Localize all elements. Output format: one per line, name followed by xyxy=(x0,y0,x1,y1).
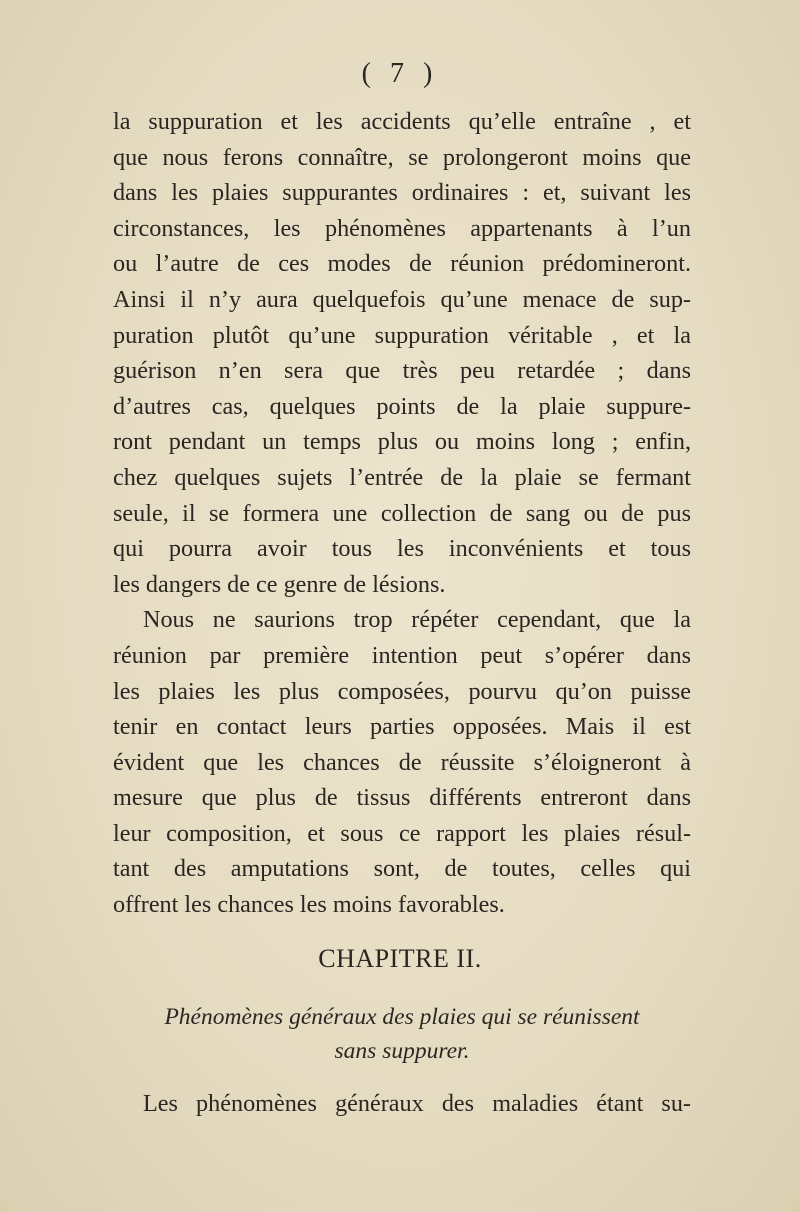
text-line: leur composition, et sous ce rapport les plaies résul- xyxy=(113,819,691,847)
chapter-subtitle xyxy=(113,1000,691,1068)
text-line: guérison n’en sera que très peu retardée ; dans xyxy=(113,357,691,385)
text-line: mesure que plus de tissus différents entreront dans xyxy=(113,784,691,812)
text-line: seule, il se formera une collection de sang ou de pus xyxy=(113,499,691,527)
subtitle-line: Phénomènes généraux des plaies qui se réunissent xyxy=(164,1004,640,1030)
text-line: réunion par première intention peut s’opérer dans xyxy=(113,641,691,669)
text-line: circonstances, les phénomènes appartenants à l’un xyxy=(113,214,691,242)
text-line: Nous ne saurions trop répéter cependant, que la xyxy=(143,606,691,634)
page-number: ( 7 ) xyxy=(361,58,439,89)
text-line: la suppuration et les accidents qu’elle entraîne , et xyxy=(113,108,691,135)
subtitle-line: sans suppurer. xyxy=(334,1038,470,1064)
closing-line: Les phénomènes généraux des maladies étant su- xyxy=(143,1090,691,1117)
text-line: Ainsi il n’y aura quelquefois qu’une menace de sup- xyxy=(113,285,691,313)
text-line: puration plutôt qu’une suppuration véritable , et la xyxy=(113,321,691,349)
body-text xyxy=(113,104,691,923)
text-line: ront pendant un temps plus ou moins long ; enfin, xyxy=(113,428,691,456)
text-line: ou l’autre de ces modes de réunion prédomineront. xyxy=(113,250,691,278)
chapter-title: CHAPITRE II. xyxy=(318,944,482,973)
text-line: dans les plaies suppurantes ordinaires : et, suivant les xyxy=(113,179,691,207)
text-line: d’autres cas, quelques points de la plaie suppure- xyxy=(113,392,691,420)
text-line: les plaies les plus composées, pourvu qu’on puisse xyxy=(113,677,691,705)
text-line: chez quelques sujets l’entrée de la plaie se fermant xyxy=(113,463,691,491)
text-line: offrent les chances les moins favorables. xyxy=(113,891,505,919)
text-line: les dangers de ce genre de lésions. xyxy=(113,570,446,598)
text-line: qui pourra avoir tous les inconvénients et tous xyxy=(113,535,691,563)
text-line: évident que les chances de réussite s’éloigneront à xyxy=(113,748,691,776)
text-line: tenir en contact leurs parties opposées. Mais il est xyxy=(113,713,691,741)
text-line: tant des amputations sont, de toutes, celles qui xyxy=(113,855,691,883)
text-line: que nous ferons connaître, se prolongeront moins que xyxy=(113,143,691,171)
